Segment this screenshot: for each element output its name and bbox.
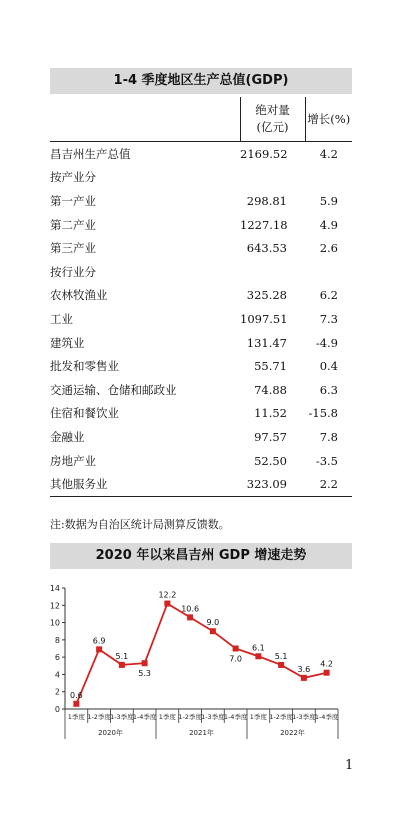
x-tick-label: 1-4季度	[132, 713, 157, 721]
data-label: 9.0	[206, 618, 220, 628]
table-row	[50, 307, 352, 331]
series-line	[76, 604, 326, 704]
gdp-growth-line-chart	[50, 576, 352, 754]
row-name-cell: 交通运输、仓储和邮政业	[50, 382, 177, 397]
row-name-cell: 工业	[50, 311, 73, 326]
table-row	[50, 189, 352, 213]
row-growth-cell: 7.8	[319, 429, 338, 444]
x-tick-label: 1-3季度	[201, 713, 225, 721]
table-row	[50, 449, 352, 473]
data-point	[278, 662, 284, 668]
x-tick-label: 1季度	[158, 713, 176, 721]
x-group-label: 2022年	[280, 729, 305, 737]
row-name-cell: 第三产业	[50, 241, 96, 256]
table-row	[50, 331, 352, 355]
data-label: 5.1	[115, 651, 129, 661]
row-name-cell: 按行业分	[50, 264, 96, 279]
table-header-row	[50, 97, 352, 142]
row-name-cell: 批发和零售业	[50, 359, 119, 374]
data-point	[142, 660, 148, 666]
row-value-cell: 1227.18	[240, 217, 288, 232]
row-value-cell: 325.28	[246, 288, 287, 303]
row-value-cell: 323.09	[246, 477, 287, 492]
row-growth-cell: -4.9	[315, 335, 338, 350]
y-tick-label: 14	[50, 584, 60, 593]
row-value-cell: 643.53	[246, 241, 287, 256]
header-value-line1: 绝对量	[255, 103, 290, 117]
table-row	[50, 236, 352, 260]
row-growth-cell: 7.3	[319, 311, 338, 326]
y-tick-label: 2	[54, 687, 60, 697]
x-tick-label: 1季度	[67, 713, 85, 721]
row-name-cell: 建筑业	[50, 335, 85, 350]
row-value-cell	[240, 260, 305, 284]
chart-title: 2020 年以来昌吉州 GDP 增速走势	[50, 543, 352, 569]
table-note: 注:数据为自治区统计局测算反馈数。	[50, 518, 230, 531]
data-label: 4.2	[320, 659, 333, 669]
row-value-cell: 55.71	[254, 359, 287, 374]
row-name-cell: 住宿和餐饮业	[50, 406, 119, 421]
data-point	[73, 701, 79, 707]
row-growth-cell: -15.8	[308, 406, 338, 421]
header-value-line2: (亿元)	[256, 120, 289, 134]
row-growth-cell: -3.5	[315, 453, 338, 468]
row-value-cell: 298.81	[246, 193, 287, 208]
data-point	[233, 646, 239, 652]
table-row	[50, 425, 352, 449]
table-title: 1-4 季度地区生产总值(GDP)	[50, 68, 352, 94]
row-growth-cell: 4.9	[319, 217, 338, 232]
row-value-cell: 97.57	[254, 429, 287, 444]
x-tick-label: 1-2季度	[178, 713, 202, 721]
data-label: 5.1	[274, 651, 288, 661]
gdp-table	[50, 97, 352, 497]
table-row	[50, 213, 352, 237]
x-group-label: 2020年	[98, 729, 123, 737]
y-tick-label: 4	[54, 670, 60, 680]
row-name-cell: 昌吉州生产总值	[50, 146, 131, 161]
table-row	[50, 378, 352, 402]
x-group-label: 2021年	[189, 729, 214, 737]
y-tick-label: 10	[50, 618, 60, 628]
table-row	[50, 402, 352, 426]
row-value-cell	[240, 166, 305, 190]
table-total-row	[50, 142, 352, 166]
row-value-cell: 74.88	[254, 382, 287, 397]
data-point	[301, 675, 307, 681]
x-tick-label: 1-4季度	[314, 713, 339, 721]
row-value-cell: 11.52	[254, 406, 287, 421]
header-growth-cell: 增长(%)	[305, 97, 352, 142]
row-growth-cell	[305, 166, 352, 190]
table-group-row	[50, 166, 352, 190]
data-label: 12.2	[158, 590, 177, 600]
data-point	[210, 628, 216, 634]
data-label: 5.3	[138, 669, 151, 679]
data-point	[324, 670, 330, 676]
x-tick-label: 1-4季度	[223, 713, 248, 721]
row-name-cell: 按产业分	[50, 170, 96, 185]
data-label: 6.9	[92, 636, 106, 646]
row-growth-cell: 4.2	[319, 146, 338, 161]
x-tick-label: 1季度	[249, 713, 267, 721]
row-value-cell: 1097.51	[240, 311, 288, 326]
row-value-cell: 2169.52	[240, 146, 288, 161]
data-label: 7.0	[229, 654, 242, 664]
row-value-cell: 52.50	[254, 453, 287, 468]
x-tick-label: 1-3季度	[110, 713, 134, 721]
data-point	[187, 614, 193, 620]
row-growth-cell: 5.9	[319, 193, 338, 208]
row-name-cell: 第二产业	[50, 217, 96, 232]
data-point	[96, 646, 102, 652]
row-growth-cell: 2.6	[319, 241, 338, 256]
row-name-cell: 其他服务业	[50, 477, 108, 492]
data-point	[119, 662, 125, 668]
x-tick-label: 1-3季度	[292, 713, 316, 721]
y-tick-label: 0	[54, 705, 60, 714]
header-value-cell	[240, 97, 305, 142]
data-label: 0.6	[70, 690, 83, 700]
x-tick-label: 1-2季度	[87, 713, 111, 721]
row-growth-cell: 0.4	[319, 359, 338, 374]
data-label: 10.6	[181, 604, 200, 614]
row-growth-cell: 6.2	[319, 288, 338, 303]
row-name-cell: 金融业	[50, 429, 85, 444]
y-tick-label: 6	[54, 653, 60, 663]
y-tick-label: 12	[50, 601, 60, 611]
y-tick-label: 8	[54, 635, 60, 645]
table-row	[50, 472, 352, 496]
row-growth-cell: 2.2	[319, 477, 338, 492]
table-group-row	[50, 260, 352, 284]
x-tick-label: 1-2季度	[269, 713, 293, 721]
data-label: 3.6	[297, 664, 311, 674]
table-row	[50, 354, 352, 378]
data-point	[255, 653, 261, 659]
row-name-cell: 房地产业	[50, 453, 96, 468]
data-point	[164, 601, 170, 607]
row-name-cell: 农林牧渔业	[50, 288, 108, 303]
data-label: 6.1	[252, 643, 265, 653]
page-number: 1	[345, 758, 354, 773]
row-name-cell: 第一产业	[50, 193, 96, 208]
table-row	[50, 284, 352, 308]
header-name-cell	[50, 97, 240, 142]
row-value-cell: 131.47	[246, 335, 287, 350]
row-growth-cell	[305, 260, 352, 284]
row-growth-cell: 6.3	[319, 382, 338, 397]
